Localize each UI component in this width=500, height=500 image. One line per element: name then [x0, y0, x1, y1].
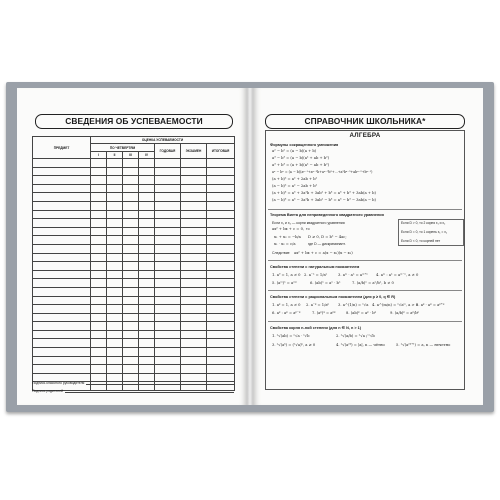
grade-cell[interactable] — [207, 296, 235, 305]
grade-cell[interactable] — [123, 330, 139, 339]
grade-row — [33, 356, 235, 365]
grade-cell[interactable] — [107, 322, 123, 331]
grade-cell[interactable] — [139, 365, 155, 374]
vieta-intro: Если x₁ и x₂ — корни квадратного уравнения — [272, 221, 345, 225]
subject-cell[interactable] — [33, 244, 91, 253]
divider — [268, 209, 462, 210]
grade-cell[interactable] — [139, 227, 155, 236]
grade-row — [33, 253, 235, 262]
rational-prop-1: 1. aᵖ = 1, a ≠ 0 — [272, 303, 301, 307]
grade-row — [33, 193, 235, 202]
vieta-sum: x₁ + x₂ = −b/a — [274, 235, 301, 239]
grade-row — [33, 270, 235, 279]
grade-cell[interactable] — [207, 313, 235, 322]
grade-cell[interactable] — [181, 322, 207, 331]
grade-cell[interactable] — [155, 279, 181, 288]
grade-cell[interactable] — [181, 167, 207, 176]
grades-page — [17, 88, 247, 405]
subject-cell[interactable] — [33, 176, 91, 185]
grade-cell[interactable] — [107, 262, 123, 271]
grade-row — [33, 339, 235, 348]
subject-header: ПРЕДМЕТ — [33, 137, 91, 159]
subject-cell[interactable] — [33, 313, 91, 322]
grade-cell[interactable] — [155, 262, 181, 271]
grade-cell[interactable] — [139, 184, 155, 193]
grade-cell[interactable] — [155, 270, 181, 279]
corollary-label: Следствие — [272, 251, 290, 255]
grade-cell[interactable] — [91, 348, 107, 357]
divider — [268, 260, 462, 261]
grade-cell[interactable] — [155, 322, 181, 331]
algebra-title: АЛГЕБРА — [349, 132, 381, 139]
grade-cell[interactable] — [91, 322, 107, 331]
formula-4: aⁿ − bⁿ = (a − b)(aⁿ⁻¹+aⁿ⁻²b+aⁿ⁻³b²+...+a²bⁿ⁻³+abⁿ⁻²+bⁿ⁻¹) — [272, 170, 373, 174]
grade-cell[interactable] — [207, 176, 235, 185]
subject-cell[interactable] — [33, 210, 91, 219]
grade-cell[interactable] — [139, 330, 155, 339]
grade-cell[interactable] — [207, 348, 235, 357]
grade-cell[interactable] — [123, 219, 139, 228]
grade-cell[interactable] — [155, 253, 181, 262]
grade-cell[interactable] — [123, 193, 139, 202]
grade-row — [33, 201, 235, 210]
rational-prop-2: 2. a⁻ᵖ = 1/aᵖ — [306, 303, 330, 307]
grade-cell[interactable] — [123, 296, 139, 305]
natural-prop-4: 4. aᵐ : aⁿ = aᵐ⁻ⁿ, a ≠ 0 — [376, 273, 419, 277]
vieta-condition: D ≥ 0, D = b² − 4ac; — [308, 235, 347, 239]
grade-cell[interactable] — [91, 227, 107, 236]
grade-cell[interactable] — [123, 339, 139, 348]
grade-cell[interactable] — [91, 201, 107, 210]
grade-cell[interactable] — [123, 305, 139, 314]
grade-row — [33, 210, 235, 219]
grade-cell[interactable] — [107, 313, 123, 322]
grade-cell[interactable] — [181, 356, 207, 365]
grade-row — [33, 322, 235, 331]
grade-cell[interactable] — [181, 244, 207, 253]
grade-row — [33, 348, 235, 357]
subject-cell[interactable] — [33, 253, 91, 262]
grade-cell[interactable] — [181, 253, 207, 262]
grade-cell[interactable] — [107, 330, 123, 339]
grade-row — [33, 313, 235, 322]
abbrev-heading: Формулы сокращенного умножения — [270, 143, 339, 147]
subject-cell[interactable] — [33, 330, 91, 339]
root-prop-2: 2. ⁿ√(a/b) = ⁿ√a / ⁿ√b — [336, 334, 375, 338]
grade-cell[interactable] — [91, 210, 107, 219]
grade-cell[interactable] — [107, 210, 123, 219]
grade-cell[interactable] — [181, 236, 207, 245]
grade-cell[interactable] — [139, 244, 155, 253]
grade-cell[interactable] — [181, 227, 207, 236]
quarter-2-header: II — [107, 152, 123, 159]
grade-cell[interactable] — [155, 227, 181, 236]
grade-row — [33, 279, 235, 288]
formula-5: (a + b)² = a² + 2ab + b² — [272, 177, 318, 181]
quarters-header: ПО ЧЕТВЕРТЯМ — [91, 144, 155, 152]
grade-cell[interactable] — [123, 159, 139, 168]
grade-cell[interactable] — [181, 348, 207, 357]
grade-cell[interactable] — [91, 356, 107, 365]
grade-cell[interactable] — [91, 262, 107, 271]
grade-cell[interactable] — [91, 330, 107, 339]
formula-7: (a + b)³ = a³ + 3a²b + 3ab² + b³ = a³ + b³ + 3ab(a + b) — [272, 191, 376, 195]
grade-cell[interactable] — [107, 339, 123, 348]
teacher-signature-line[interactable] — [32, 381, 234, 385]
root-prop-5: 5. ⁿ√(a²ᵏ⁺¹) = a, n — нечетно — [396, 343, 451, 347]
grade-cell[interactable] — [181, 176, 207, 185]
formula-3: a³ + b³ = (a + b)(a² − ab + b²) — [272, 163, 330, 167]
grade-cell[interactable] — [139, 339, 155, 348]
grade-cell[interactable] — [207, 365, 235, 374]
grade-cell[interactable] — [107, 270, 123, 279]
grade-cell[interactable] — [181, 193, 207, 202]
formula-6: (a − b)² = a² − 2ab + b² — [272, 184, 318, 188]
subject-cell[interactable] — [33, 262, 91, 271]
discriminant-cases — [398, 219, 464, 246]
grade-cell[interactable] — [139, 193, 155, 202]
natural-prop-7: 7. (a/b)ⁿ = aⁿ/bⁿ, b ≠ 0 — [352, 281, 394, 285]
grade-cell[interactable] — [91, 279, 107, 288]
grade-cell[interactable] — [91, 305, 107, 314]
natural-prop-5: 5. (aᵐ)ⁿ = aᵐⁿ — [272, 281, 298, 285]
grade-cell[interactable] — [181, 296, 207, 305]
grade-cell[interactable] — [155, 201, 181, 210]
rational-prop-5: 5. aᵖ · aᵠ = aᵖ⁺ᵠ — [416, 303, 445, 307]
grade-cell[interactable] — [207, 339, 235, 348]
grade-cell[interactable] — [107, 236, 123, 245]
grade-row — [33, 262, 235, 271]
grade-cell[interactable] — [155, 193, 181, 202]
grade-cell[interactable] — [139, 287, 155, 296]
grade-cell[interactable] — [123, 262, 139, 271]
grade-cell[interactable] — [181, 279, 207, 288]
grade-cell[interactable] — [91, 176, 107, 185]
subject-cell[interactable] — [33, 279, 91, 288]
grade-cell[interactable] — [207, 219, 235, 228]
grade-cell[interactable] — [139, 253, 155, 262]
grade-cell[interactable] — [207, 287, 235, 296]
grade-cell[interactable] — [207, 270, 235, 279]
grade-cell[interactable] — [181, 339, 207, 348]
grade-cell[interactable] — [139, 167, 155, 176]
grade-cell[interactable] — [91, 236, 107, 245]
grade-cell[interactable] — [207, 305, 235, 314]
grade-cell[interactable] — [181, 365, 207, 374]
grade-row — [33, 365, 235, 374]
grade-cell[interactable] — [207, 356, 235, 365]
roots-heading: Свойства корня n-ной степени (для n ∈ N, n > 1) — [270, 326, 361, 330]
grade-cell[interactable] — [107, 159, 123, 168]
parent-signature-line[interactable] — [32, 389, 234, 393]
reference-page-title: СПРАВОЧНИК ШКОЛЬНИКА* — [265, 114, 465, 129]
grade-cell[interactable] — [139, 270, 155, 279]
grade-row — [33, 287, 235, 296]
grade-cell[interactable] — [207, 159, 235, 168]
subject-cell[interactable] — [33, 193, 91, 202]
rational-heading: Свойства степени с рациональным показателем (для p ≥ 0, q ∈ R) — [270, 295, 396, 299]
vieta-where: где D — дискриминант. — [308, 242, 346, 246]
grade-cell[interactable] — [91, 244, 107, 253]
teacher-signature-label: Подпись классного руководителя — [32, 381, 85, 385]
grade-cell[interactable] — [139, 279, 155, 288]
grade-cell[interactable] — [107, 219, 123, 228]
grade-cell[interactable] — [207, 210, 235, 219]
grade-cell[interactable] — [107, 287, 123, 296]
grade-cell[interactable] — [91, 184, 107, 193]
rational-prop-7: 7. (aᵖ)ᵠ = aᵖᵠ — [312, 311, 336, 315]
grade-cell[interactable] — [107, 167, 123, 176]
grade-cell[interactable] — [207, 253, 235, 262]
rational-prop-6: 6. aᵖ : aᵠ = aᵖ⁻ᵠ — [272, 311, 301, 315]
grade-cell[interactable] — [207, 193, 235, 202]
grades-header: ОЦЕНКА УСПЕВАЕМОСТИ — [91, 137, 235, 144]
grade-cell[interactable] — [107, 356, 123, 365]
grade-cell[interactable] — [155, 210, 181, 219]
grade-cell[interactable] — [155, 287, 181, 296]
grade-cell[interactable] — [91, 253, 107, 262]
grade-cell[interactable] — [181, 330, 207, 339]
root-prop-1: 1. ⁿ√(ab) = ⁿ√a · ⁿ√b — [272, 334, 310, 338]
root-prop-4: 4. ⁿ√(a²ᵏ) = |a|, n — чётно — [336, 343, 385, 347]
grade-cell[interactable] — [207, 244, 235, 253]
grades-table — [32, 136, 235, 391]
grade-cell[interactable] — [91, 365, 107, 374]
grade-cell[interactable] — [139, 305, 155, 314]
subject-cell[interactable] — [33, 356, 91, 365]
grade-cell[interactable] — [107, 253, 123, 262]
grade-cell[interactable] — [107, 244, 123, 253]
grade-row — [33, 159, 235, 168]
grade-cell[interactable] — [155, 244, 181, 253]
grade-cell[interactable] — [91, 193, 107, 202]
subject-cell[interactable] — [33, 305, 91, 314]
grade-cell[interactable] — [155, 184, 181, 193]
root-prop-3: 3. ⁿ√(aᵏ) = (ⁿ√a)ᵏ, a ≥ 0 — [272, 343, 316, 347]
grade-cell[interactable] — [181, 305, 207, 314]
natural-heading: Свойства степени с натуральным показателем — [270, 265, 360, 269]
grade-cell[interactable] — [107, 227, 123, 236]
natural-prop-6: 6. (ab)ⁿ = aⁿ · bⁿ — [310, 281, 341, 285]
grade-cell[interactable] — [139, 356, 155, 365]
grade-cell[interactable] — [91, 159, 107, 168]
grade-cell[interactable] — [139, 262, 155, 271]
grade-cell[interactable] — [181, 219, 207, 228]
grade-cell[interactable] — [155, 356, 181, 365]
grade-cell[interactable] — [181, 184, 207, 193]
grade-cell[interactable] — [123, 322, 139, 331]
grades-page-title: СВЕДЕНИЯ ОБ УСПЕВАЕМОСТИ — [35, 114, 233, 129]
divider — [268, 321, 462, 322]
formula-1: a² − b² = (a − b)(a + b) — [272, 149, 317, 153]
grade-cell[interactable] — [139, 296, 155, 305]
subject-cell[interactable] — [33, 270, 91, 279]
grade-cell[interactable] — [123, 356, 139, 365]
grade-cell[interactable] — [123, 176, 139, 185]
corollary-formula: ax² + bx + c = a(x − x₁)(x − x₂) — [294, 251, 353, 255]
grade-cell[interactable] — [207, 167, 235, 176]
grade-cell[interactable] — [107, 176, 123, 185]
grade-cell[interactable] — [155, 167, 181, 176]
rational-prop-3: 3. a^(1/n) = ⁿ√a — [338, 303, 369, 307]
subject-cell[interactable] — [33, 322, 91, 331]
grade-cell[interactable] — [107, 365, 123, 374]
grade-cell[interactable] — [123, 167, 139, 176]
formula-8: (a − b)³ = a³ − 3a²b + 3ab² − b³ = a³ − b³ − 3ab(a − b) — [272, 198, 376, 202]
grade-cell[interactable] — [207, 322, 235, 331]
rational-prop-4: 4. a^(m/n) = ⁿ√aᵐ, a > 0 — [372, 303, 419, 307]
natural-prop-1: 1. a⁰ = 1, a ≠ 0 — [272, 273, 301, 277]
vieta-heading: Теорема Виета для неприведенного квадратного уравнения — [270, 213, 384, 217]
grade-cell[interactable] — [155, 365, 181, 374]
subject-cell[interactable] — [33, 159, 91, 168]
grade-cell[interactable] — [207, 227, 235, 236]
grade-row — [33, 184, 235, 193]
grade-cell[interactable] — [139, 159, 155, 168]
case-positive: Если D > 0, то 2 корня x₁ и x₂ — [401, 221, 446, 225]
grade-row — [33, 236, 235, 245]
rational-prop-8: 8. (ab)ᵖ = aᵖ · bᵖ — [346, 311, 377, 315]
grade-cell[interactable] — [123, 184, 139, 193]
grade-cell[interactable] — [139, 236, 155, 245]
grade-cell[interactable] — [207, 262, 235, 271]
grade-row — [33, 305, 235, 314]
grade-cell[interactable] — [139, 201, 155, 210]
grade-cell[interactable] — [181, 159, 207, 168]
grade-cell[interactable] — [107, 184, 123, 193]
algebra-box — [265, 130, 465, 390]
grade-cell[interactable] — [139, 219, 155, 228]
quarter-1-header: I — [91, 152, 107, 159]
subject-cell[interactable] — [33, 339, 91, 348]
grade-cell[interactable] — [91, 313, 107, 322]
grade-cell[interactable] — [139, 313, 155, 322]
subject-cell[interactable] — [33, 227, 91, 236]
grade-cell[interactable] — [207, 279, 235, 288]
grade-cell[interactable] — [207, 201, 235, 210]
grade-cell[interactable] — [155, 305, 181, 314]
grade-cell[interactable] — [155, 159, 181, 168]
grade-row — [33, 219, 235, 228]
divider — [268, 290, 462, 291]
grade-cell[interactable] — [107, 193, 123, 202]
subject-cell[interactable] — [33, 236, 91, 245]
grade-cell[interactable] — [155, 339, 181, 348]
grade-cell[interactable] — [139, 176, 155, 185]
subject-cell[interactable] — [33, 167, 91, 176]
grade-cell[interactable] — [91, 339, 107, 348]
grade-row — [33, 330, 235, 339]
exam-header: ЭКЗАМЕН — [181, 144, 207, 159]
grade-cell[interactable] — [181, 287, 207, 296]
year-header: ГОДОВАЯ — [155, 144, 181, 159]
grade-cell[interactable] — [91, 167, 107, 176]
subject-cell[interactable] — [33, 365, 91, 374]
case-zero: Если D = 0, то 1 корень x₁ = x₂ — [401, 230, 448, 234]
grade-cell[interactable] — [155, 296, 181, 305]
grade-cell[interactable] — [123, 270, 139, 279]
vieta-equation: ax² + bx + c = 0, — [272, 227, 305, 231]
parent-signature-label: Подпись родителей — [32, 388, 63, 393]
grade-cell[interactable] — [155, 348, 181, 357]
reference-page — [253, 88, 483, 405]
grade-row — [33, 244, 235, 253]
grade-cell[interactable] — [91, 270, 107, 279]
grade-cell[interactable] — [155, 219, 181, 228]
grade-cell[interactable] — [155, 176, 181, 185]
grade-cell[interactable] — [123, 287, 139, 296]
grade-cell[interactable] — [91, 219, 107, 228]
grade-cell[interactable] — [155, 313, 181, 322]
grade-cell[interactable] — [107, 279, 123, 288]
grade-cell[interactable] — [155, 330, 181, 339]
signature-block — [32, 381, 234, 396]
grade-cell[interactable] — [107, 201, 123, 210]
subject-cell[interactable] — [33, 184, 91, 193]
grade-cell[interactable] — [207, 184, 235, 193]
grade-cell[interactable] — [181, 201, 207, 210]
grade-cell[interactable] — [123, 348, 139, 357]
grade-cell[interactable] — [181, 262, 207, 271]
formula-2: a³ − b³ = (a − b)(a² + ab + b²) — [272, 156, 330, 160]
grade-cell[interactable] — [123, 236, 139, 245]
grade-cell[interactable] — [207, 330, 235, 339]
grade-cell[interactable] — [107, 305, 123, 314]
case-negative: Если D < 0, то корней нет — [401, 239, 441, 243]
grade-cell[interactable] — [123, 210, 139, 219]
grade-cell[interactable] — [123, 244, 139, 253]
subject-cell[interactable] — [33, 287, 91, 296]
final-header: ИТОГОВАЯ — [207, 144, 235, 159]
grade-cell[interactable] — [139, 322, 155, 331]
grade-cell[interactable] — [139, 348, 155, 357]
subject-cell[interactable] — [33, 348, 91, 357]
grade-cell[interactable] — [155, 236, 181, 245]
grade-cell[interactable] — [181, 270, 207, 279]
grade-cell[interactable] — [181, 210, 207, 219]
grade-cell[interactable] — [123, 313, 139, 322]
grade-cell[interactable] — [107, 296, 123, 305]
quarter-3-header: III — [123, 152, 139, 159]
grade-cell[interactable] — [139, 210, 155, 219]
subject-cell[interactable] — [33, 296, 91, 305]
grade-row — [33, 176, 235, 185]
grade-row — [33, 167, 235, 176]
grade-cell[interactable] — [91, 287, 107, 296]
grade-row — [33, 227, 235, 236]
quarter-4-header: IV — [139, 152, 155, 159]
vieta-product: x₁ · x₂ = c/a — [274, 242, 296, 246]
grade-cell[interactable] — [123, 201, 139, 210]
vieta-then: то — [306, 227, 310, 231]
grade-cell[interactable] — [123, 365, 139, 374]
natural-prop-2: 2. a⁻ⁿ = 1/aⁿ — [304, 273, 328, 277]
grade-cell[interactable] — [107, 348, 123, 357]
grade-cell[interactable] — [123, 279, 139, 288]
grade-row — [33, 296, 235, 305]
grade-cell[interactable] — [123, 253, 139, 262]
natural-prop-3: 3. aᵐ · aⁿ = aᵐ⁺ⁿ — [338, 273, 368, 277]
grade-cell[interactable] — [91, 296, 107, 305]
grade-cell[interactable] — [123, 227, 139, 236]
subject-cell[interactable] — [33, 201, 91, 210]
grade-cell[interactable] — [207, 236, 235, 245]
subject-cell[interactable] — [33, 219, 91, 228]
rational-prop-9: 9. (a/b)ᵖ = aᵖ/bᵖ — [390, 311, 420, 315]
grade-cell[interactable] — [181, 313, 207, 322]
